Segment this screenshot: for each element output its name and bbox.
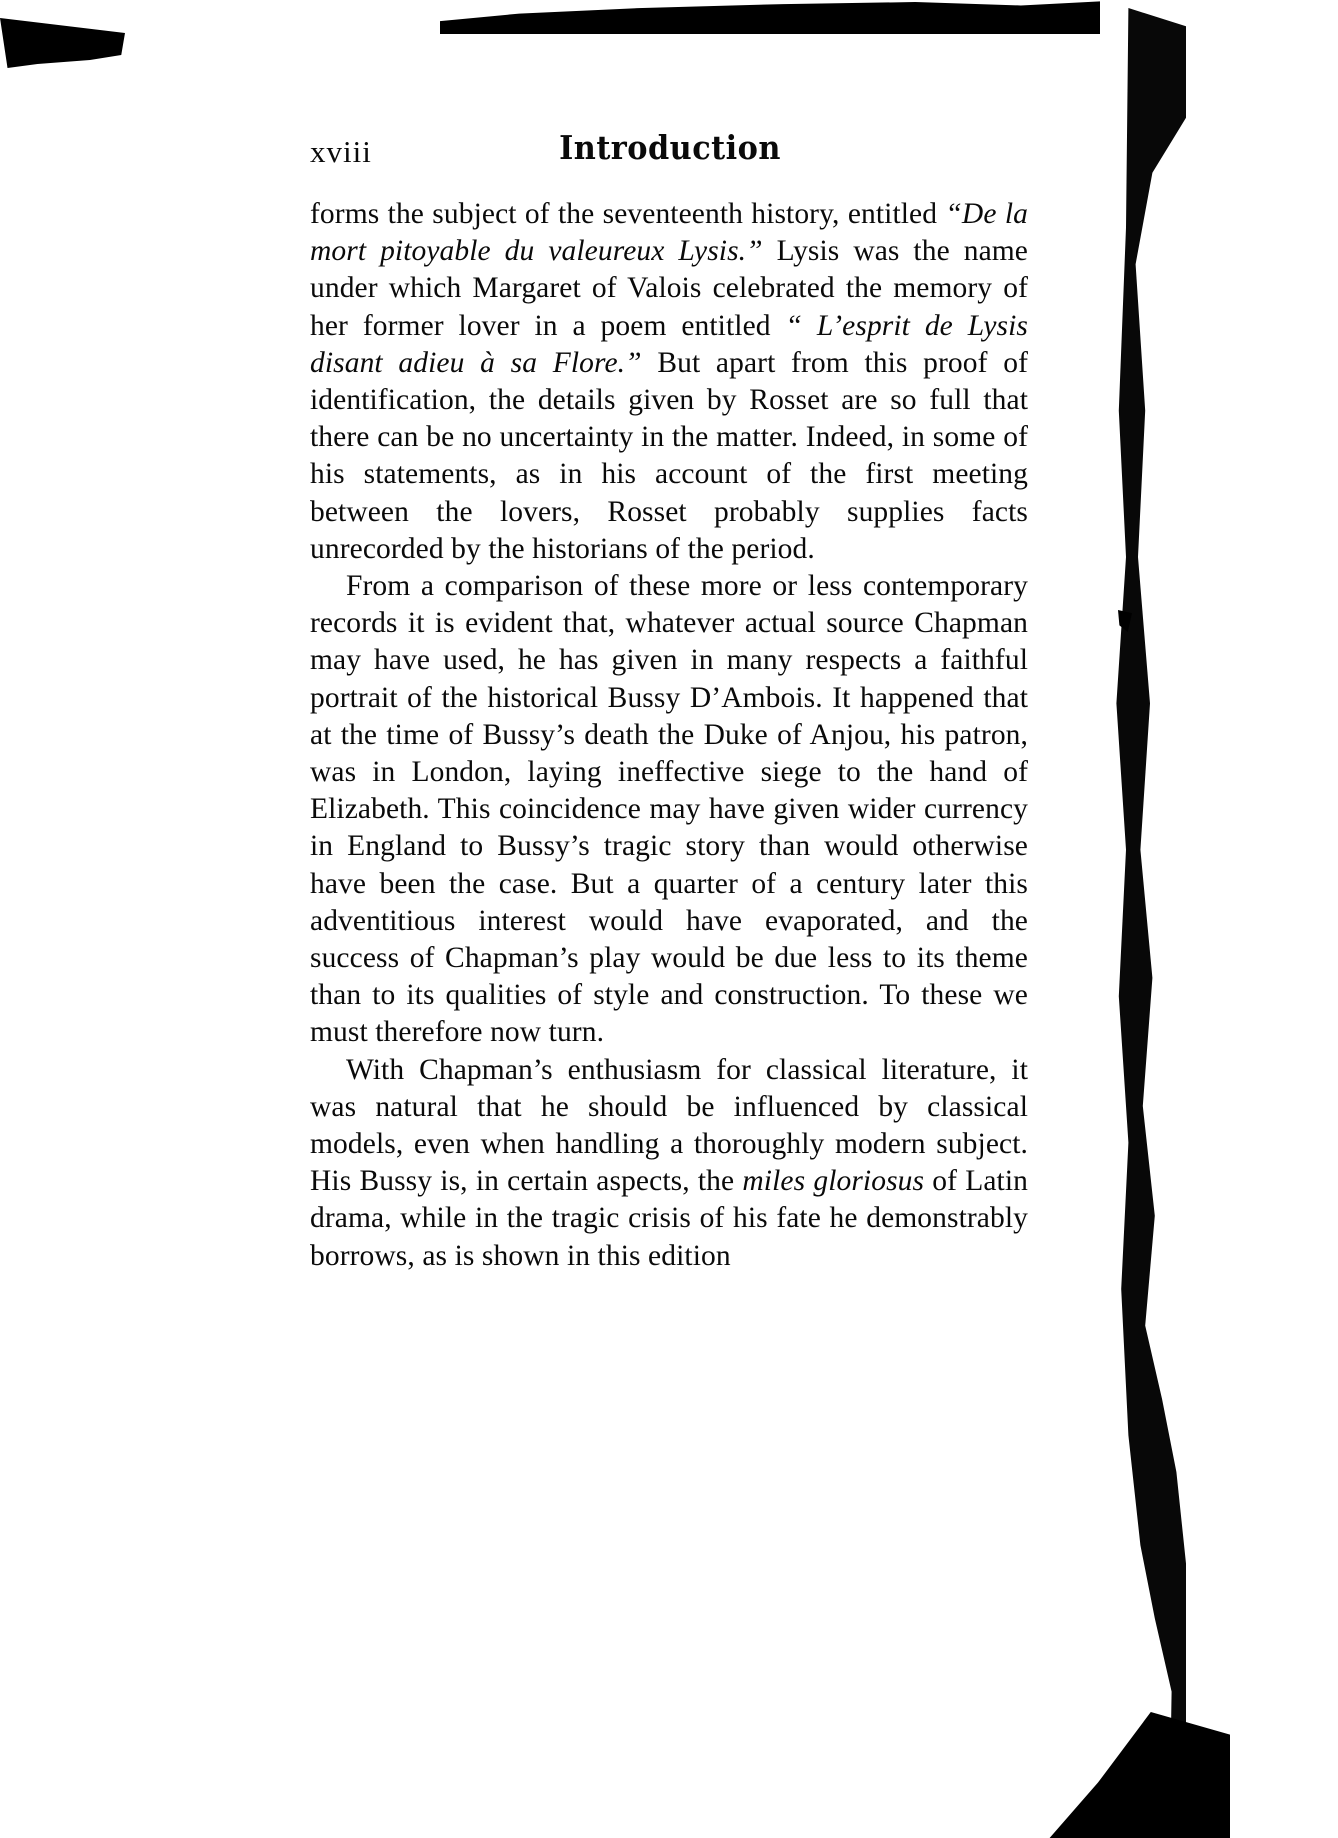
text-run: of Latin drama, while in the tragic crisis of his fate he demonstrably borrows, as is shown in this edition xyxy=(310,1165,1029,1272)
italic-run: “De la mort pitoyable du valeureux Lysis.” xyxy=(310,198,1028,268)
text-run: But apart from this proof of identification, the details given by Rosset are so full that there can be no uncertainty in the matter. Indeed, in some of his statements, as in his account of the first meeting between the lovers, Rosset probably supplies facts unrecorded by the historians of the period. xyxy=(310,346,1028,565)
text-run: Lysis was the name under which Margaret of Valois celebrated the memory of her former lover in a poem entitled xyxy=(310,235,1028,342)
text-run: With Chapman’s enthusiasm for classical literature, it was natural that he should be influenced by classical models, even when handling a thoroughly modern subject. His Bussy is, in certain aspects, the xyxy=(310,1053,1028,1198)
paragraph xyxy=(310,196,1028,568)
text-run: From a comparison of these more or less contemporary records it is evident that, whatever actual source Chapman may have used, he has given in many respects a faithful portrait of the historical Bussy D’Ambois. It happened that at the time of Bussy’s death the Duke of Anjou, his patron, was in London, laying ineffective siege to the hand of Elizabeth. This coincidence may have given wider currency in England to Bussy’s tragic story than would otherwise have been the case. But a quarter of a century later this adventitious interest would have evaporated, and the success of Chapman’s play would be due less to its theme than to its qualities of style and construction. To these we must therefore now turn. xyxy=(310,570,1028,1049)
italic-run: miles gloriosus xyxy=(742,1165,925,1198)
italic-run: “ L’esprit de Lysis disant adieu à sa Flore.” xyxy=(310,309,1028,379)
text-run: forms the subject of the seventeenth history, entitled xyxy=(310,198,946,230)
body-text xyxy=(310,196,1028,1275)
page-header xyxy=(310,128,1030,180)
paragraph xyxy=(310,1052,1028,1275)
paragraph xyxy=(310,568,1028,1052)
page-number: xviii xyxy=(310,134,372,169)
running-title: Introduction xyxy=(559,128,781,167)
